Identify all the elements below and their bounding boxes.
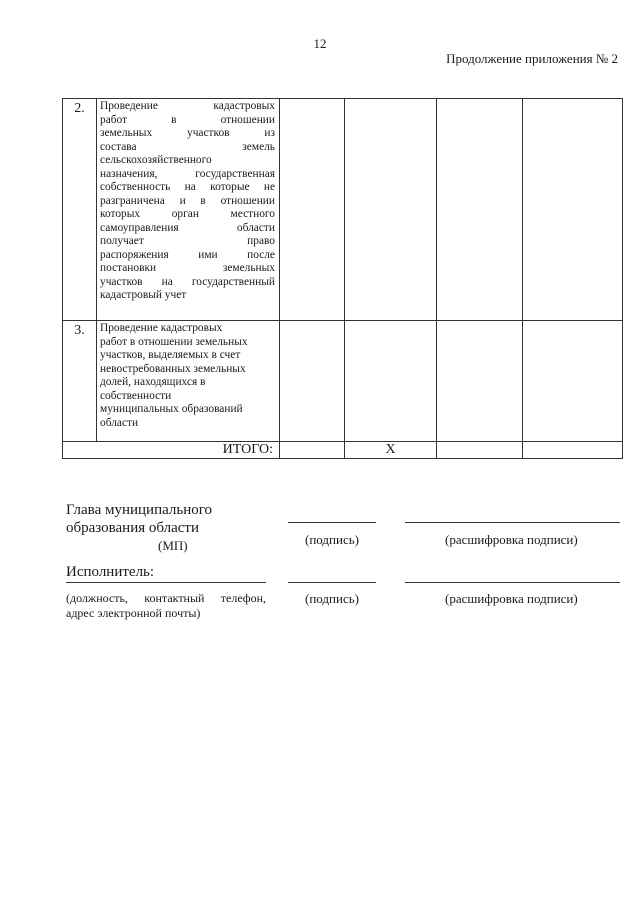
desc-line: состава земель [100, 140, 275, 153]
desc-line: разграничена и в отношении [100, 194, 275, 207]
decoding-caption-2: (расшифровка подписи) [445, 591, 578, 606]
page-number: 12 [313, 36, 327, 51]
decoding-line-2 [405, 582, 620, 583]
continuation-note: Продолжение приложения № 2 [446, 51, 618, 66]
data-table [62, 98, 623, 459]
table-cell [437, 99, 523, 321]
desc-line: области [100, 416, 139, 429]
table-cell [280, 442, 345, 459]
desc-line: невостребованных земельных [100, 362, 246, 375]
row-number: 3. [63, 321, 97, 442]
desc-line: получает право [100, 235, 275, 247]
desc-line: назначения, государственная [100, 167, 275, 180]
head-title-line2: образования области [66, 520, 200, 536]
executor-label: Исполнитель: [66, 564, 155, 580]
desc-line: Проведение кадастровых [100, 100, 275, 112]
desc-line: сельскохозяйственного [100, 154, 212, 166]
table-cell [437, 321, 523, 442]
desc-line: собственность на которые не [100, 181, 275, 193]
signature-line-2 [288, 582, 376, 583]
table-cell [345, 99, 437, 321]
table-row [63, 99, 623, 321]
desc-line: муниципальных образований [100, 403, 243, 415]
signature-caption: (подпись) [305, 532, 359, 547]
desc-line: кадастровый учет [100, 289, 187, 301]
desc-line: распоряжения ими после [100, 248, 275, 261]
table-row [63, 321, 623, 442]
decoding-caption: (расшифровка подписи) [445, 532, 578, 547]
decoding-line [405, 522, 620, 523]
total-row [63, 442, 623, 459]
table-cell [280, 99, 345, 321]
stamp-label: (МП) [158, 538, 188, 553]
desc-line: постановки земельных [100, 262, 275, 274]
desc-line: участков на государственный [100, 275, 275, 288]
total-mark: X [345, 442, 437, 459]
desc-line: работ в отношении [100, 113, 275, 126]
table-cell [437, 442, 523, 459]
desc-line: Проведение кадастровых [100, 322, 223, 334]
executor-line [66, 582, 266, 583]
row-number: 2. [63, 99, 97, 321]
desc-line: долей, находящихся в [100, 376, 206, 388]
desc-line: участков, выделяемых в счет [100, 349, 241, 361]
desc-line: земельных участков из [100, 127, 275, 139]
row-description [97, 99, 280, 321]
table-cell [280, 321, 345, 442]
head-title-line1: Глава муниципального [66, 502, 213, 518]
desc-line: самоуправления области [100, 221, 275, 234]
desc-line: работ в отношении земельных [100, 335, 248, 348]
table-cell [345, 321, 437, 442]
row-description [97, 321, 280, 442]
desc-line: которых орган местного [100, 208, 275, 220]
table-cell [523, 321, 623, 442]
desc-line: собственности [100, 389, 172, 402]
table-cell [523, 442, 623, 459]
executor-caption-line1: (должность, контактный телефон, [66, 591, 266, 605]
signature-caption-2: (подпись) [305, 591, 359, 606]
total-label: ИТОГО: [63, 442, 280, 459]
table-cell [523, 99, 623, 321]
signature-line [288, 522, 376, 523]
executor-caption-line2: адрес электронной почты) [66, 606, 201, 620]
